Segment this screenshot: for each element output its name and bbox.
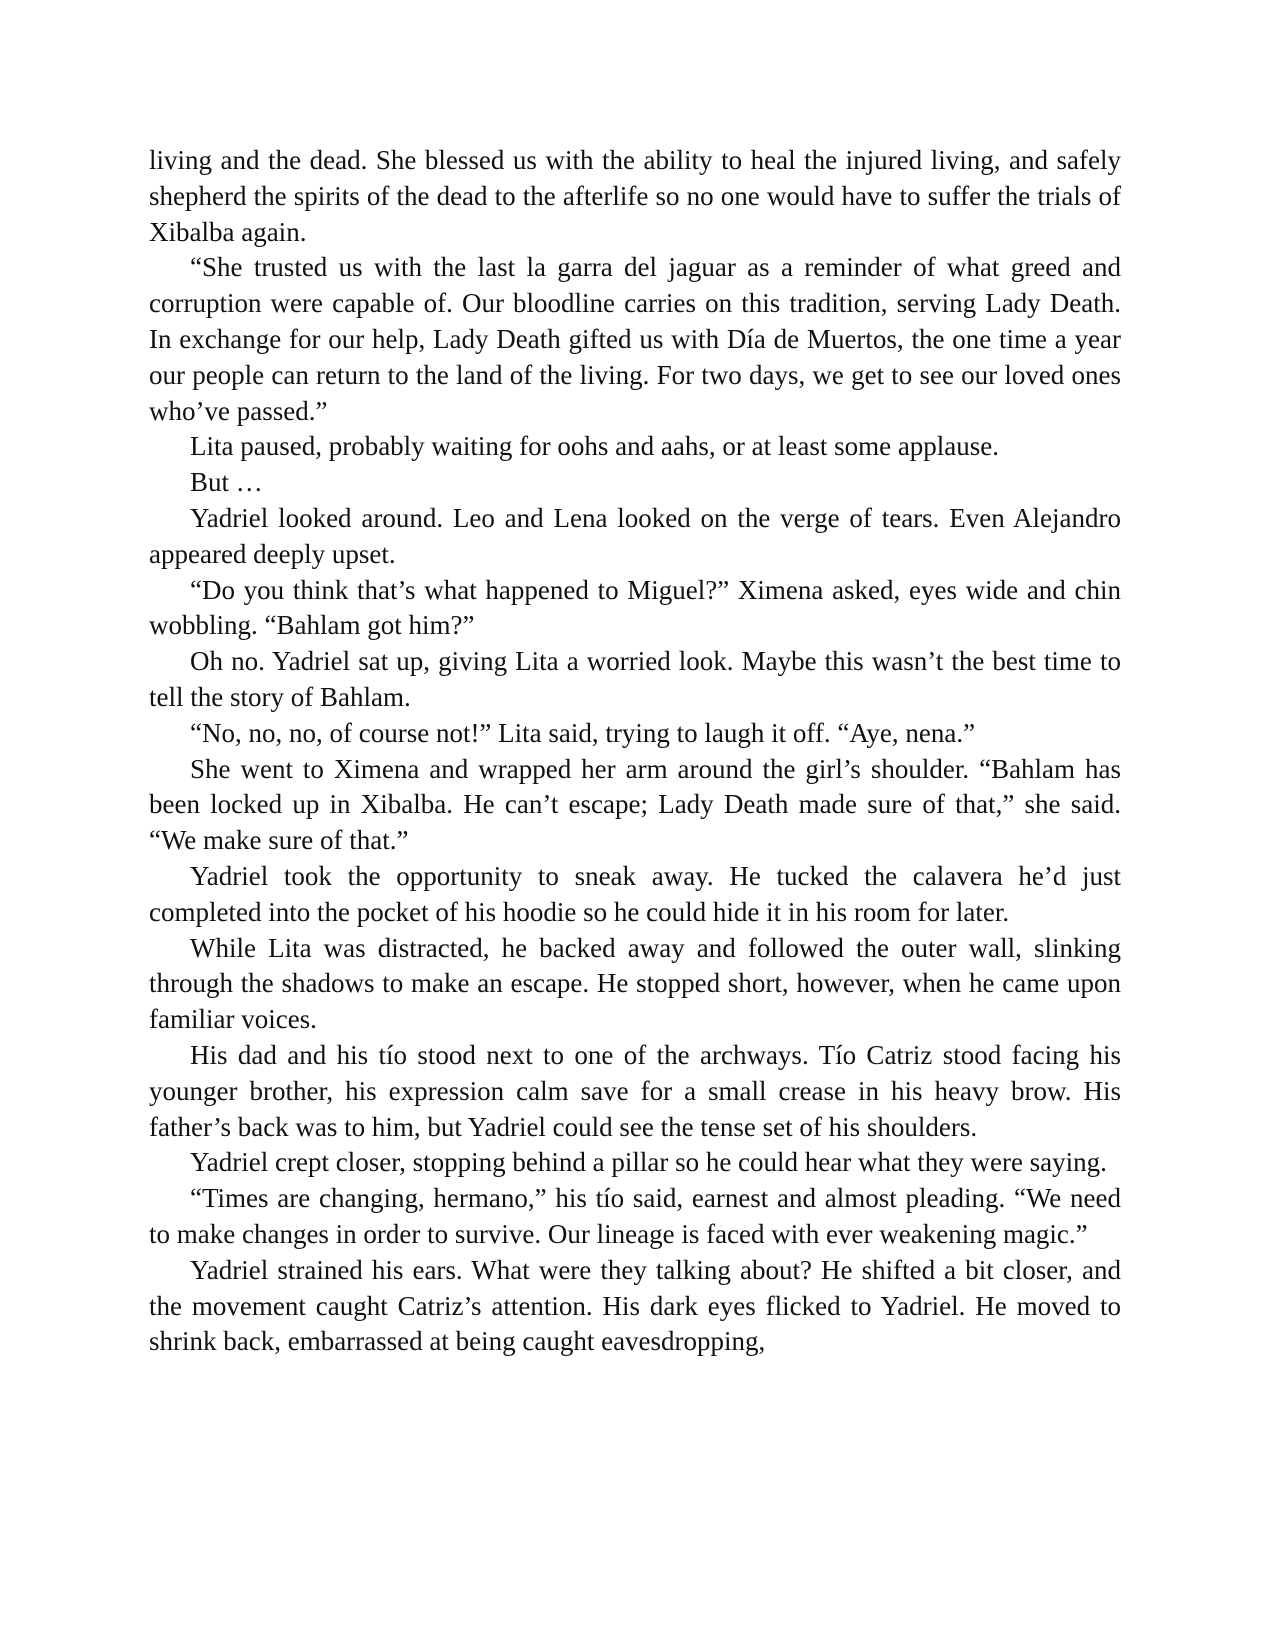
paragraph: Lita paused, probably waiting for oohs and aahs, or at least some applause. — [190, 431, 1000, 462]
paragraph: “Do you think that’s what happened to Miguel?” Ximena asked, eyes wide and chin wobbling. “Bahlam got him?” — [149, 574, 1121, 641]
paragraph: Oh no. Yadriel sat up, giving Lita a worried look. Maybe this wasn’t the best time to tell the story of Bahlam. — [149, 646, 1121, 712]
paragraph: “She trusted us with the last la garra del jaguar as a reminder of what greed and corruption were capable of. Our bloodline carries on this tradition, serving Lady Death. In exchange for our help, Lady Death gifted us with Día de Muertos, the one time a year our people can return to the land of the living. For two days, we get to see our loved ones who’ve passed.” — [149, 252, 1121, 426]
paragraph: Yadriel looked around. Leo and Lena looked on the verge of tears. Even Alejandro appeared deeply upset. — [149, 502, 1121, 569]
paragraph: While Lita was distracted, he backed away and followed the outer wall, slinking through the shadows to make an escape. He stopped short, however, when he came upon familiar voices. — [149, 932, 1121, 1035]
paragraph: “No, no, no, of course not!” Lita said, trying to laugh it off. “Aye, nena.” — [190, 717, 976, 748]
paragraph: But … — [190, 467, 263, 498]
paragraph: His dad and his tío stood next to one of the archways. Tío Catriz stood facing his younger brother, his expression calm save for a small crease in his heavy brow. His father’s back was to him, but Yadriel could see the tense set of his shoulders. — [149, 1039, 1121, 1142]
paragraph: Yadriel strained his ears. What were they talking about? He shifted a bit closer, and the movement caught Catriz’s attention. His dark eyes flicked to Yadriel. He moved to shrink back, embarrassed at being caught eavesdropping, — [149, 1254, 1121, 1357]
paragraph: She went to Ximena and wrapped her arm around the girl’s shoulder. “Bahlam has been locked up in Xibalba. He can’t escape; Lady Death made sure of that,” she said. “We make sure of that.” — [149, 753, 1121, 856]
paragraph: living and the dead. She blessed us with the ability to heal the injured living, and safely shepherd the spirits of the dead to the afterlife so no one would have to suffer the trials of Xibalba again. — [149, 145, 1121, 247]
paragraph: Yadriel took the opportunity to sneak away. He tucked the calavera he’d just completed into the pocket of his hoodie so he could hide it in his room for later. — [149, 860, 1121, 927]
page-body — [149, 143, 1121, 1360]
paragraph: Yadriel crept closer, stopping behind a pillar so he could hear what they were saying. — [190, 1147, 1107, 1178]
paragraph: “Times are changing, hermano,” his tío said, earnest and almost pleading. “We need to make changes in order to survive. Our lineage is faced with ever weakening magic.” — [149, 1183, 1121, 1249]
